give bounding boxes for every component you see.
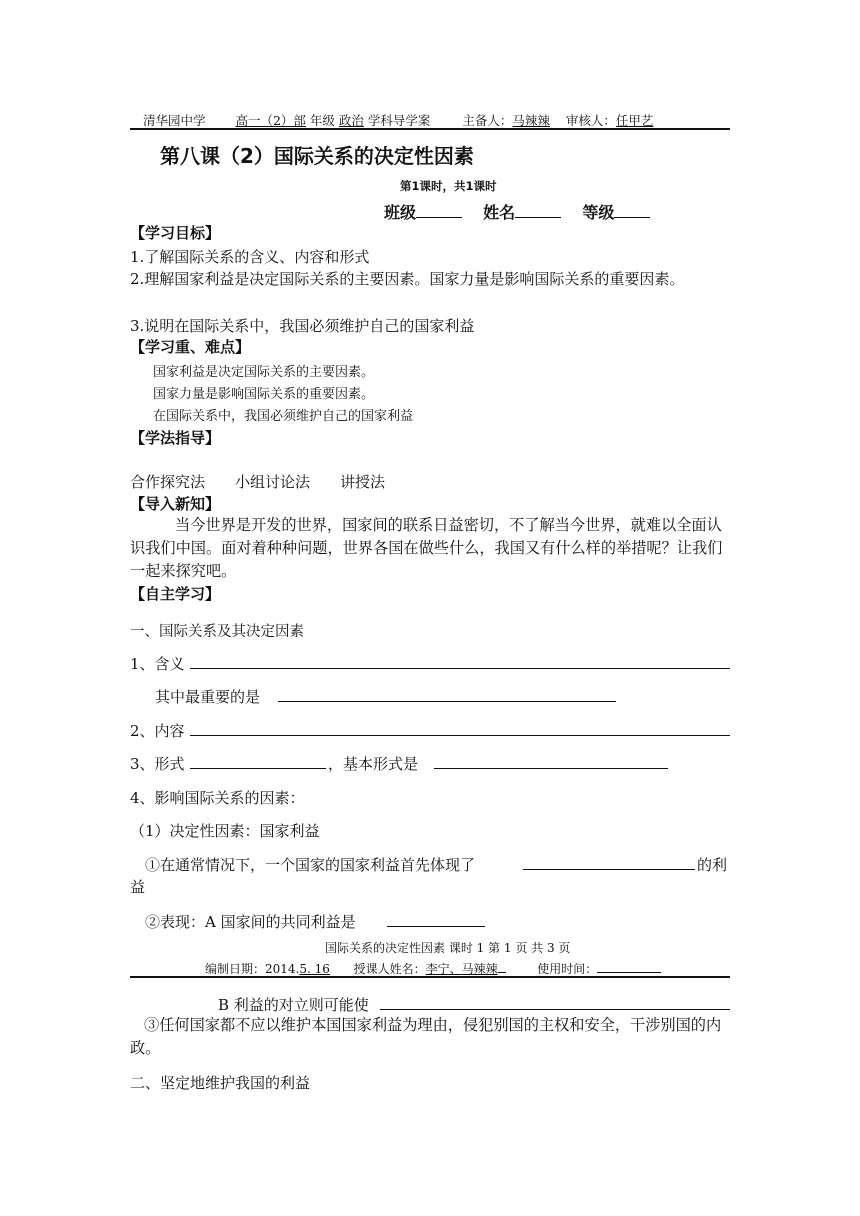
q4-1b-label: ②表现：A 国家间的共同利益是 [145, 913, 356, 931]
date-label: 编制日期： [205, 962, 266, 976]
part1-title: 一、国际关系及其决定因素 [130, 624, 304, 640]
teacher-names: 李宁、马辣辣 [425, 962, 498, 976]
q4-1b-answer-blank[interactable] [387, 926, 485, 927]
header-rule [130, 128, 730, 130]
reviewer-name: 任甲艺 [615, 113, 654, 128]
footer-meta [205, 960, 661, 977]
q4-1b-B-label: B 利益的对立则可能使 [218, 996, 369, 1014]
teacher-label: 授课人姓名： [353, 962, 426, 976]
q4-1a-end: 益 [130, 878, 146, 896]
method-item: 合作探究法 [130, 473, 206, 491]
part2-title: 二、坚定地维护我国的利益 [130, 1074, 311, 1092]
keypoint-item: 在国际关系中，我国必须维护自己的国家利益 [153, 409, 414, 424]
q3-answer-blank[interactable] [190, 768, 326, 769]
q4-1c-text: ③任何国家都不应以维护本国国家利益为理由，侵犯别国的主权和安全，干涉别国的内政。 [130, 1016, 722, 1057]
reviewer-label: 审核人： [565, 113, 616, 128]
class-field[interactable] [416, 203, 462, 218]
objective-item: 3.说明在国际关系中，我国必须维护自己的国家利益 [130, 317, 475, 335]
grade-field[interactable] [614, 203, 650, 218]
page-title: 第八课（2）国际关系的决定性因素 [160, 144, 474, 168]
q2-answer-blank[interactable] [190, 735, 730, 736]
date-md: 5. 16 [299, 962, 330, 976]
grade-word: 年级 [309, 113, 335, 128]
q1-sub-label: 其中最重要的是 [155, 688, 261, 706]
methods-heading: 【学法指导】 [130, 429, 221, 447]
selfstudy-heading: 【自主学习】 [130, 585, 221, 603]
q1-answer-blank[interactable] [190, 668, 730, 669]
date-year: 2014. [265, 962, 300, 976]
grade-prefix: 高一（2）部 [235, 113, 306, 128]
method-item: 讲授法 [340, 473, 386, 491]
q4-label: 4、影响国际关系的因素： [130, 789, 305, 807]
method-item: 小组讨论法 [235, 473, 311, 491]
school-name: 清华园中学 [143, 113, 206, 128]
subject-suffix: 学科导学案 [367, 113, 431, 128]
q1-sub-answer-blank[interactable] [278, 701, 616, 702]
session-info: 第1课时，共1课时 [400, 179, 497, 193]
footer-line: 国际关系的决定性因素 课时 1 第 1 页 共 3 页 [325, 941, 571, 955]
intro-text: 当今世界是开发的世界，国家间的联系日益密切，不了解当今世界，就难以全面认识我们中国。面对着种种问题，世界各国在做些什么，我国又有什么样的举措呢？让我们一起来探究吧。 [130, 516, 723, 580]
use-time-field[interactable] [597, 962, 661, 973]
q4-1a-label: ①在通常情况下，一个国家的国家利益首先体现了 [145, 856, 476, 874]
q3-label: 3、形式 [130, 755, 185, 773]
intro-heading: 【导入新知】 [130, 495, 221, 513]
preparer-name: 马辣辣 [512, 113, 550, 128]
use-time-label: 使用时间： [537, 962, 598, 976]
q1-label: 1、含义 [130, 655, 185, 673]
keypoints-heading: 【学习重、难点】 [130, 338, 251, 356]
q2-label: 2、内容 [130, 722, 185, 740]
q4-1a-answer-blank[interactable] [523, 869, 695, 870]
objectives-heading: 【学习目标】 [130, 224, 221, 242]
class-label: 班级 [384, 203, 417, 222]
name-field[interactable] [515, 203, 561, 218]
q4-1b-B-answer-blank[interactable] [380, 1009, 730, 1010]
subject: 政治 [338, 113, 364, 128]
methods-list [130, 471, 385, 492]
keypoint-item: 国家力量是影响国际关系的重要因素。 [153, 387, 375, 402]
q3-basic-answer-blank[interactable] [434, 768, 668, 769]
footer-rule [130, 976, 730, 978]
student-info [384, 200, 650, 223]
q3-mid-label: ，基本形式是 [328, 755, 419, 773]
objective-item: 2.理解国家利益是决定国际关系的主要因素。国家力量是影响国际关系的重要因素。 [130, 270, 685, 288]
q4-1-label: （1）决定性因素：国家利益 [130, 822, 320, 840]
header-line [143, 111, 653, 129]
grade-label: 等级 [582, 203, 615, 222]
keypoint-item: 国家利益是决定国际关系的主要因素。 [153, 365, 375, 380]
q4-1a-post: 的利 [697, 856, 728, 874]
objective-item: 1.了解国际关系的含义、内容和形式 [130, 248, 370, 266]
name-label: 姓名 [483, 203, 516, 222]
preparer-label: 主备人： [462, 113, 513, 128]
